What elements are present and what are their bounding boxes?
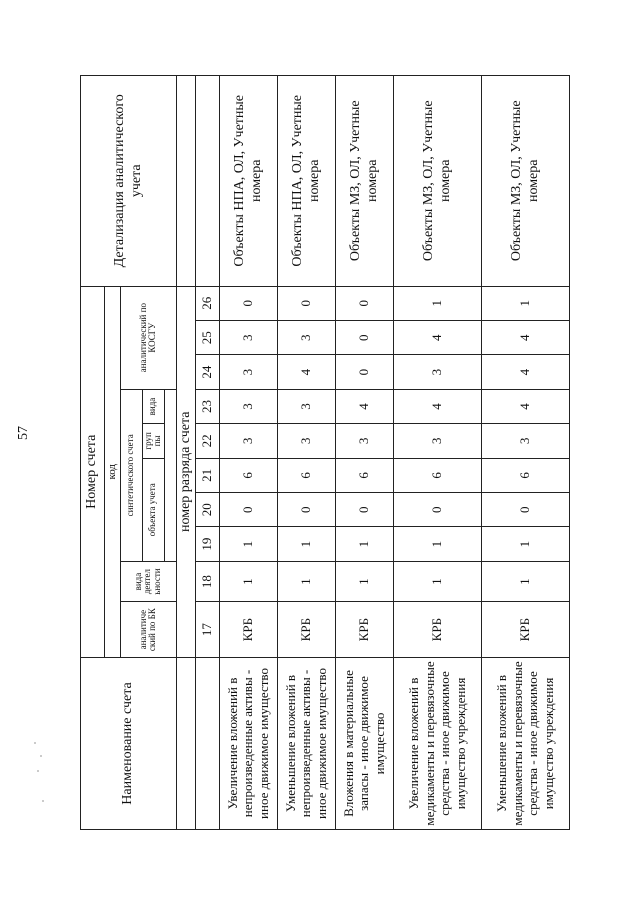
cell-object-20: 0 xyxy=(393,493,481,527)
table-row xyxy=(393,76,481,830)
digit-22: 22 xyxy=(195,424,219,458)
digit-detail-blank xyxy=(195,76,219,287)
cell-kosgu-25: 4 xyxy=(393,321,481,355)
cell-vid: 4 xyxy=(481,389,569,423)
cell-kosgu-25: 3 xyxy=(219,321,277,355)
scan-speck xyxy=(34,742,36,744)
cell-object-19: 1 xyxy=(481,527,569,561)
scan-speck xyxy=(42,800,44,802)
account-detail: Объекты НПА, ОЛ, Учетные номера xyxy=(219,76,277,287)
cell-activity-type: 1 xyxy=(219,561,277,601)
page-number: 57 xyxy=(16,426,31,440)
digit-24: 24 xyxy=(195,355,219,389)
digit-row-blank xyxy=(176,76,195,287)
cell-object-19: 1 xyxy=(219,527,277,561)
cell-object-21: 6 xyxy=(481,458,569,492)
header-digit-row: номер разряда счета xyxy=(176,286,195,657)
cell-activity-type: 1 xyxy=(481,561,569,601)
cell-vid: 3 xyxy=(219,389,277,423)
header-synthetic: синтетического счета xyxy=(120,389,142,561)
cell-group: 3 xyxy=(335,424,393,458)
digit-18: 18 xyxy=(195,561,219,601)
scan-speck xyxy=(40,755,42,757)
cell-object-20: 0 xyxy=(335,493,393,527)
header-account-number: Номер счета xyxy=(81,286,105,657)
cell-object-20: 0 xyxy=(277,493,335,527)
cell-analytic-bk: КРБ xyxy=(277,602,335,658)
header-kosgu: аналитический по КОСГУ xyxy=(120,286,176,389)
header-account-name: Наименование счета xyxy=(81,657,177,829)
digit-20: 20 xyxy=(195,493,219,527)
digit-label-blank xyxy=(195,657,219,829)
cell-kosgu-24: 3 xyxy=(219,355,277,389)
cell-group: 3 xyxy=(277,424,335,458)
digit-17: 17 xyxy=(195,602,219,658)
cell-analytic-bk: КРБ xyxy=(393,602,481,658)
cell-object-21: 6 xyxy=(335,458,393,492)
cell-analytic-bk: КРБ xyxy=(335,602,393,658)
cell-vid: 4 xyxy=(393,389,481,423)
account-detail: Объекты НПА, ОЛ, Учетные номера xyxy=(277,76,335,287)
accounts-table xyxy=(80,75,570,830)
digit-21: 21 xyxy=(195,458,219,492)
rotated-table-container xyxy=(80,75,570,830)
digit-row-blank xyxy=(176,657,195,829)
digit-26: 26 xyxy=(195,286,219,320)
account-name: Увеличение вложений в медикаменты и перевязочные средства - иное движимое имущество учреждения xyxy=(393,657,481,829)
cell-kosgu-26: 0 xyxy=(219,286,277,320)
cell-object-20: 0 xyxy=(481,493,569,527)
cell-kosgu-25: 4 xyxy=(481,321,569,355)
cell-activity-type: 1 xyxy=(277,561,335,601)
cell-kosgu-25: 3 xyxy=(277,321,335,355)
cell-kosgu-26: 1 xyxy=(481,286,569,320)
cell-group: 3 xyxy=(393,424,481,458)
cell-group: 3 xyxy=(481,424,569,458)
cell-analytic-bk: КРБ xyxy=(481,602,569,658)
cell-activity-type: 1 xyxy=(393,561,481,601)
cell-object-19: 1 xyxy=(277,527,335,561)
header-analytics-detail: Детализация аналитического учета xyxy=(81,76,177,287)
cell-object-21: 6 xyxy=(277,458,335,492)
cell-kosgu-24: 3 xyxy=(393,355,481,389)
cell-vid: 4 xyxy=(335,389,393,423)
cell-analytic-bk: КРБ xyxy=(219,602,277,658)
account-detail: Объекты МЗ, ОЛ, Учетные номера xyxy=(335,76,393,287)
cell-kosgu-26: 0 xyxy=(277,286,335,320)
header-vid: вида xyxy=(142,389,164,423)
cell-object-19: 1 xyxy=(393,527,481,561)
account-name: Уменьшение вложений в непроизведенные активы - иное движимое имущество xyxy=(277,657,335,829)
cell-kosgu-26: 1 xyxy=(393,286,481,320)
cell-object-19: 1 xyxy=(335,527,393,561)
account-name: Увеличение вложений в непроизведенные активы - иное движимое имущество xyxy=(219,657,277,829)
header-activity-type: вида деятел ьности xyxy=(120,561,176,601)
cell-object-21: 6 xyxy=(219,458,277,492)
account-name: Уменьшение вложений в медикаменты и перевязочные средства - иное движимое имущество учреждения xyxy=(481,657,569,829)
table-row xyxy=(277,76,335,830)
cell-activity-type: 1 xyxy=(335,561,393,601)
account-detail: Объекты МЗ, ОЛ, Учетные номера xyxy=(481,76,569,287)
header-analytic-bk: аналитиче ский по БК xyxy=(120,602,176,658)
cell-object-20: 0 xyxy=(219,493,277,527)
cell-kosgu-24: 4 xyxy=(277,355,335,389)
digit-23: 23 xyxy=(195,389,219,423)
cell-kosgu-25: 0 xyxy=(335,321,393,355)
digit-19: 19 xyxy=(195,527,219,561)
cell-kosgu-24: 0 xyxy=(335,355,393,389)
table-row xyxy=(481,76,569,830)
account-detail: Объекты МЗ, ОЛ, Учетные номера xyxy=(393,76,481,287)
table-row xyxy=(219,76,277,830)
cell-vid: 3 xyxy=(277,389,335,423)
account-name: Вложения в материальные запасы - иное движимое имущество xyxy=(335,657,393,829)
header-group: груп пы xyxy=(142,424,164,458)
table-row xyxy=(335,76,393,830)
cell-kosgu-26: 0 xyxy=(335,286,393,320)
cell-group: 3 xyxy=(219,424,277,458)
header-object: объекта учета xyxy=(142,458,164,561)
cell-object-21: 6 xyxy=(393,458,481,492)
header-kod: код xyxy=(105,286,121,657)
scan-speck xyxy=(37,770,39,772)
cell-kosgu-24: 4 xyxy=(481,355,569,389)
digit-25: 25 xyxy=(195,321,219,355)
